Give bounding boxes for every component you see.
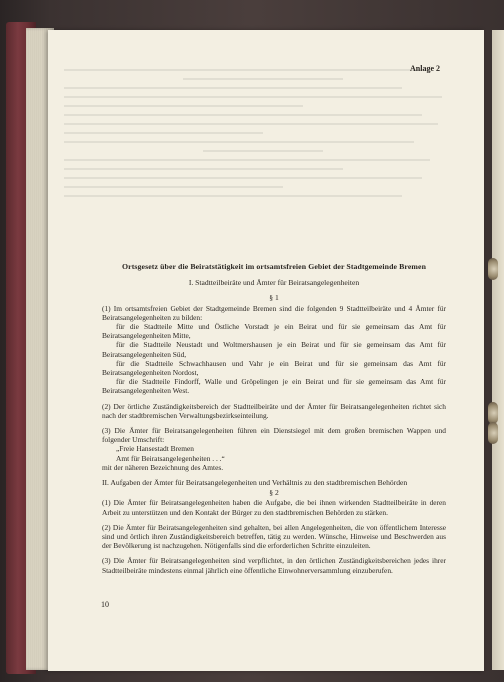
list-item: für die Stadtteile Schwachhausen und Vahr je ein Beirat und für sie gemeinsam das Amt für Beiratsangelegenheiten Nordost, xyxy=(102,358,446,378)
document-body xyxy=(102,262,446,581)
list-item: für die Stadtteile Neustadt und Woltmershausen je ein Beirat und für sie gemeinsam das Amt für Beiratsangelegenheiten Süd, xyxy=(102,340,446,359)
section-1-mark: § 1 xyxy=(269,293,279,303)
paragraph-1-2: (2) Der örtliche Zuständigkeitsbereich der Stadtteilbeiräte und der Ämter für Beiratsangelegenheiten richtet sich nach der stadtbremischen Verwaltungsbezirkseinteilung. xyxy=(102,401,446,420)
paragraph-2-3: (3) Die Ämter für Beiratsangelegenheiten sind verpflichtet, in den örtlichen Zuständigkeitsbereichen jedes ihrer Stadtteilbeiräte mindestens einmal jährlich eine öffentliche Einwohnerversammlung einzuberufen. xyxy=(102,556,446,575)
paragraph-1-1 xyxy=(102,304,446,396)
part1-heading: I. Stadtteilbeiräte und Ämter für Beiratsangelegenheiten xyxy=(188,278,360,288)
seal-inscription-line-1: „Freie Hansestadt Bremen xyxy=(116,444,194,454)
document-title: Ortsgesetz über die Beiratstätigkeit im ortsamtsfreien Gebiet der Stadtgemeinde Bremen xyxy=(121,262,427,271)
page-number: 10 xyxy=(101,600,109,609)
right-page-edge xyxy=(492,30,504,670)
annex-label: Anlage 2 xyxy=(410,64,440,73)
paragraph-1-3 xyxy=(102,426,446,472)
paragraph-1-1-intro: (1) Im ortsamtsfreien Gebiet der Stadtgemeinde Bremen sind die folgenden 9 Stadtteilbeiräte und 4 Ämter für Beiratsangelegenheiten zu bilden: xyxy=(102,303,446,322)
index-tab xyxy=(488,402,498,424)
paragraph-2-1: (1) Die Ämter für Beiratsangelegenheiten haben die Aufgabe, die bei ihnen wirkenden Stadtteilbeiräte in deren Arbeit zu unterstützen und den Kontakt der Bürger zu den stadtbremischen Behörden zu stärken. xyxy=(102,498,446,517)
show-through-text xyxy=(64,62,462,272)
index-tab xyxy=(488,258,498,280)
section-2-mark: § 2 xyxy=(269,488,279,498)
seal-inscription-line-2: Amt für Beiratsangelegenheiten . . .“ xyxy=(116,453,225,463)
list-item: für die Stadtteile Findorff, Walle und Gröpelingen je ein Beirat und für sie gemeinsam das Amt für Beiratsangelegenheiten West. xyxy=(102,377,446,396)
paragraph-1-3-intro: (3) Die Ämter für Beiratsangelegenheiten führen ein Dienstsiegel mit dem großen bremischen Wappen und folgender Umschrift: xyxy=(102,426,446,445)
paragraph-1-3-end: mit der näheren Bezeichnung des Amtes. xyxy=(102,462,224,472)
list-item: für die Stadtteile Mitte und Östliche Vorstadt je ein Beirat und für sie gemeinsam das Amt für Beiratsangelegenheiten Mitte, xyxy=(102,322,446,341)
index-tab xyxy=(488,422,498,444)
paragraph-2-2: (2) Die Ämter für Beiratsangelegenheiten sind gehalten, bei allen Angelegenheiten, die von öffentlichem Interesse sind und örtlich ihren Zuständigkeitsbereich betreffen, tätig zu werden. Wünsche, Hinweise und Beschwerden aus der Bevölkerung ist nachzugehen. Nötigenfalls sind die erforderlichen Schritte einzuleiten. xyxy=(102,522,446,551)
part2-heading: II. Aufgaben der Ämter für Beiratsangelegenheiten und Verhältnis zu den stadtbremischen Behörden xyxy=(102,478,408,488)
